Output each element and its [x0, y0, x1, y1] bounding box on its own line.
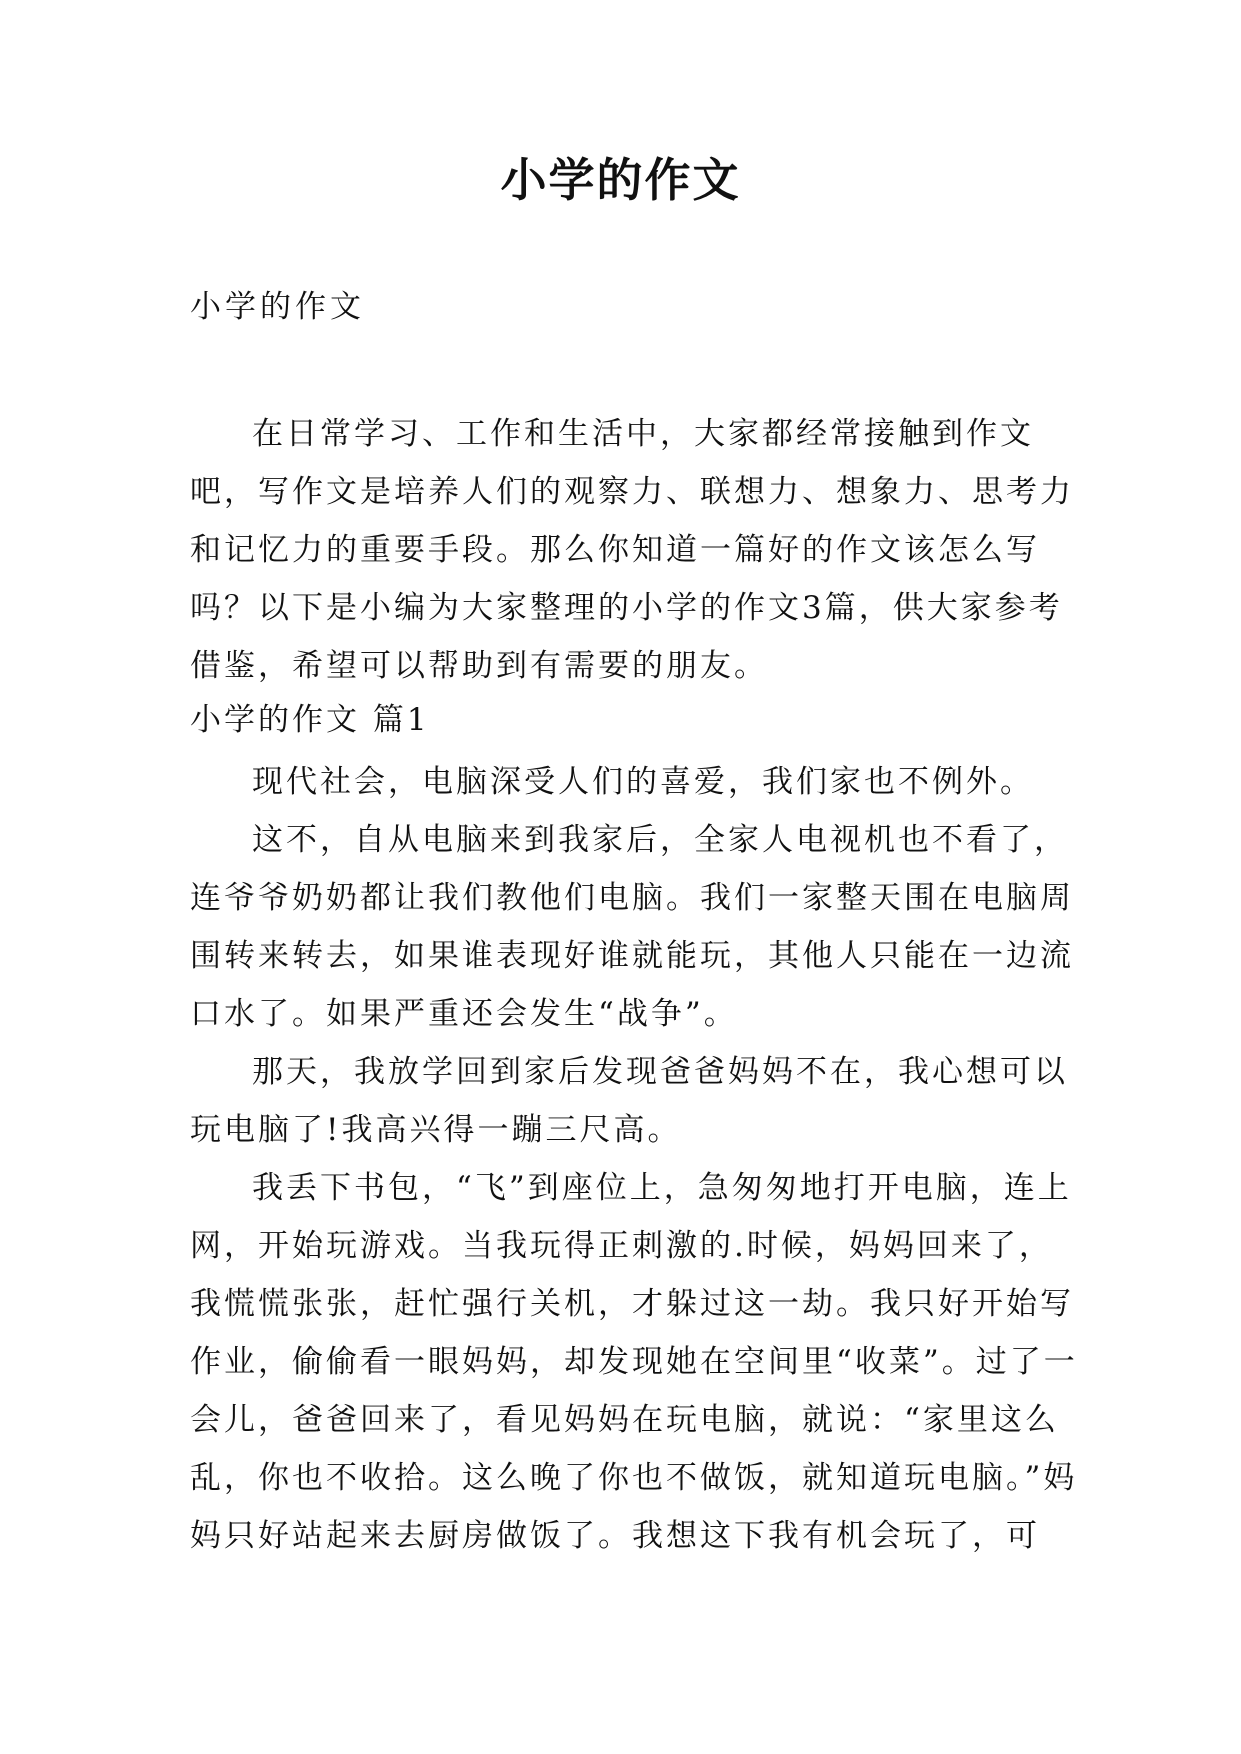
intro-section: [190, 405, 1085, 695]
section-heading: 小学的作文 篇1: [190, 702, 430, 738]
essay-paragraph: 现代社会，电脑深受人们的喜爱，我们家也不例外。: [252, 764, 1034, 800]
document-subtitle: 小学的作文: [190, 289, 365, 325]
essay-paragraph: 我丢下书包，“飞”到座位上，急匆匆地打开电脑，连上网，开始玩游戏。当我玩得正刺激的.时候，妈妈回来了，我慌慌张张，赶忙强行关机，才躲过这一劫。我只好开始写作业，偷偷看一眼妈妈，却发现她在空间里“收菜”。过了一会儿，爸爸回来了，看见妈妈在玩电脑，就说：“家里这么乱，你也不收拾。这么晚了你也不做饭，就知道玩电脑。”妈妈只好站起来去厨房做饭了。我想这下我有机会玩了，可: [190, 1170, 1078, 1554]
essay-body: [190, 753, 1085, 1565]
intro-paragraph: 在日常学习、工作和生活中，大家都经常接触到作文吧，写作文是培养人们的观察力、联想力、想象力、思考力和记忆力的重要手段。那么你知道一篇好的作文该怎么写吗？以下是小编为大家整理的小学的作文3篇，供大家参考借鉴，希望可以帮助到有需要的朋友。: [190, 416, 1074, 684]
document-title: 小学的作文: [500, 153, 741, 207]
essay-paragraph: 这不，自从电脑来到我家后，全家人电视机也不看了，连爷爷奶奶都让我们教他们电脑。我们一家整天围在电脑周围转来转去，如果谁表现好谁就能玩，其他人只能在一边流口水了。如果严重还会发生“战争”。: [190, 822, 1074, 1032]
essay-paragraph: 那天，我放学回到家后发现爸爸妈妈不在，我心想可以玩电脑了!我高兴得一蹦三尺高。: [190, 1054, 1068, 1148]
